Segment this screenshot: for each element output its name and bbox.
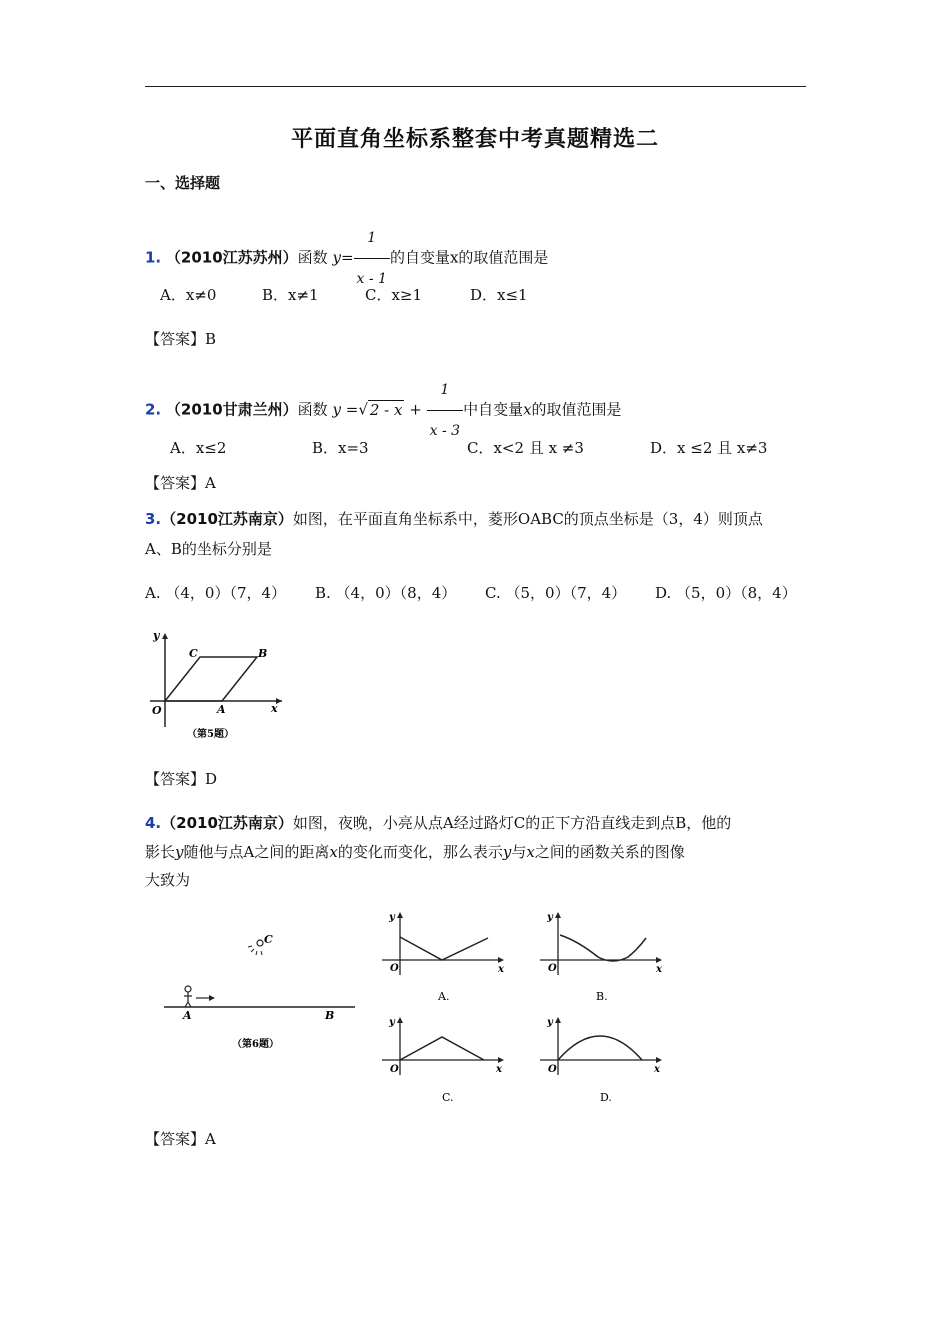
answer: 【答案】D [145,770,218,788]
question-number: 4. [145,814,162,832]
graph-a-label: A. [438,990,450,1003]
point-a-label: A [183,1009,192,1022]
point-a-label: A [217,703,226,716]
figure-caption: （第5题） [187,729,234,740]
point-b-label: B [258,647,268,660]
svg-text:O: O [548,963,557,974]
origin-label: O [152,704,162,717]
svg-text:y: y [389,1017,395,1028]
graph-c-label: C. [442,1091,454,1104]
axis-y-label: y [153,629,160,642]
svg-text:x: x [656,964,662,975]
svg-text:O: O [548,1064,557,1075]
rhombus-figure [145,625,290,745]
svg-text:x: x [496,1064,502,1075]
svg-text:y: y [547,1017,553,1028]
question-2: 2. （2010甘肃兰州）函数 y =√ 2 - x + $\frac{1}{x - 3}$ 中自变量x的取值范围是 [145,370,622,451]
axis-x-label: x [271,702,278,715]
option-c: C. （5，0）（7，4） [485,584,627,602]
graph-d-label: D. [600,1091,612,1104]
svg-text:x: x [654,1064,660,1075]
sqrt-expression: 2 - x [369,400,403,419]
svg-text:x: x [498,964,504,975]
point-c-label: C [189,647,198,660]
section-heading: 一、选择题 [145,174,221,192]
question-number: 3. [145,510,162,528]
fraction: $\frac{1}{x - 1}$ [354,218,390,299]
option-d: D. （5，0）（8，4） [655,584,797,602]
option-b: B．x≠1 [262,286,319,304]
svg-text:y: y [389,912,395,923]
answer: 【答案】B [145,330,217,348]
option-c: C．x<2 且 x ≠3 [467,439,584,457]
graph-c [382,1017,504,1104]
option-d: D．x≤1 [470,286,528,304]
question-source: （2010江苏南京） [161,510,293,528]
answer: 【答案】A [145,474,216,492]
question-4: 4.（2010江苏南京）如图，夜晚，小亮从点A经过路灯C的正下方沿直线走到点B，他的 [145,814,732,832]
svg-text:O: O [390,963,399,974]
graph-b-label: B. [596,990,608,1003]
svg-text:O: O [390,1064,399,1075]
question-3: 3.（2010江苏南京）如图，在平面直角坐标系中，菱形OABC的顶点坐标是（3，4）则顶点 [145,510,763,528]
option-b: B. （4，0）（8，4） [315,584,457,602]
option-c: C．x≥1 [365,286,423,304]
answer: 【答案】A [145,1130,216,1148]
fraction: $\frac{1}{x - 3}$ [427,370,463,451]
option-d: D．x ≤2 且 x≠3 [650,439,768,457]
question-4-line-2: 影长y随他与点A之间的距离x的变化而变化，那么表示y与x之间的函数关系的图像 [145,843,685,861]
graph-d [540,1017,662,1104]
figure-caption: （第6题） [232,1039,279,1050]
question-source: （2010江苏南京） [161,814,293,832]
option-a: A. （4，0）（7，4） [145,584,287,602]
page-title: 平面直角坐标系整套中考真题精选二 [290,127,659,152]
question-source: （2010江苏苏州） [165,248,298,267]
graph-b [540,912,663,1003]
option-b: B．x=3 [312,439,369,457]
option-a: A．x≤2 [170,439,227,457]
question-3-line-2: A、B的坐标分别是 [145,540,272,558]
question-1: 1. （2010江苏苏州）函数 y= $\frac{1}{x - 1}$ 的自变量x的取值范围是 [145,218,548,299]
question-4-line-3: 大致为 [145,871,191,889]
question-number: 1. [145,248,162,267]
lamp-c-label: C [264,933,273,946]
top-rule [145,86,806,87]
question-number: 2. [145,400,162,419]
point-b-label: B [325,1009,335,1022]
question-source: （2010甘肃兰州） [165,400,298,419]
svg-text:y: y [547,912,553,923]
walking-figure [160,905,710,1105]
option-a: A．x≠0 [160,286,217,304]
graph-a [382,912,505,1003]
